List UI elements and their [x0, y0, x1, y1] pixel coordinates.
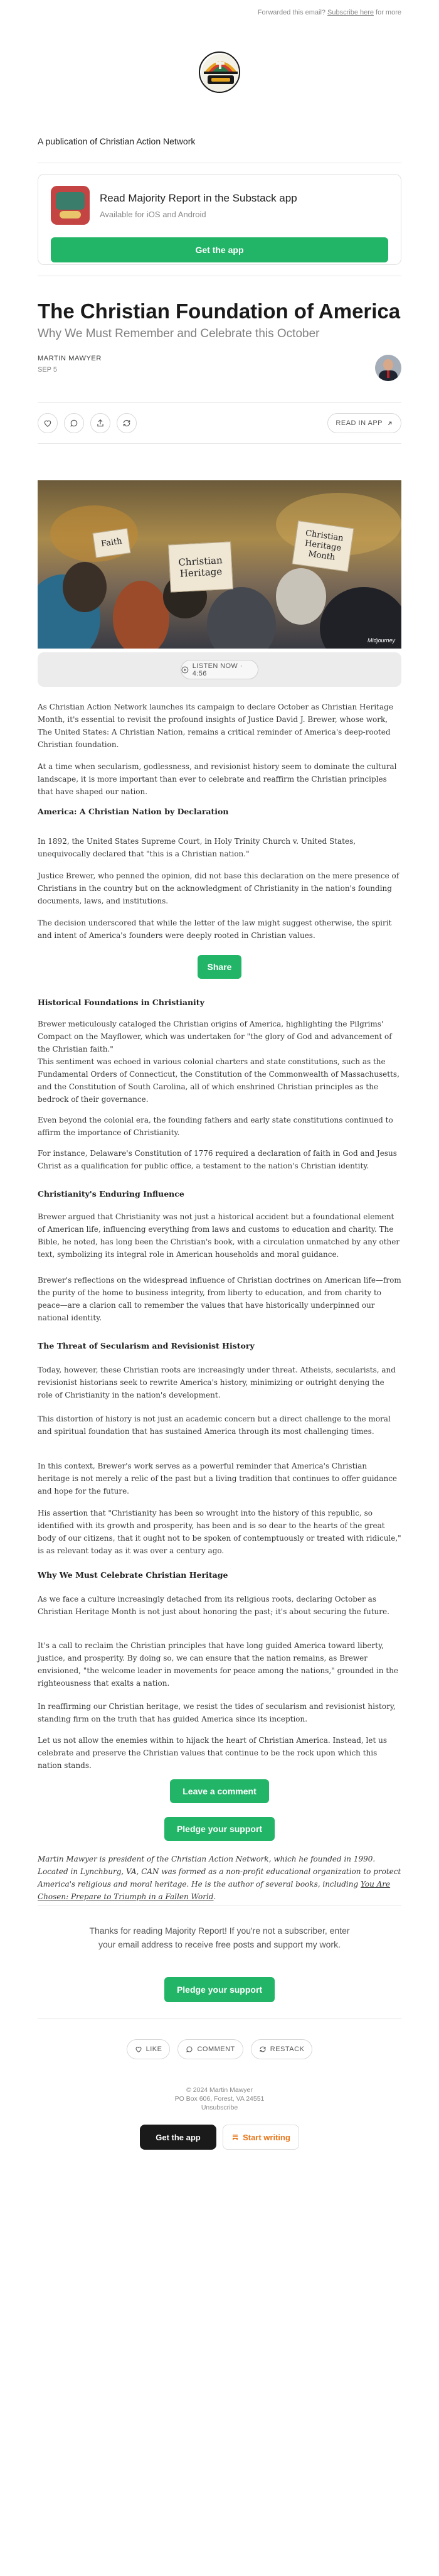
listen-now-button[interactable] [181, 660, 258, 679]
comment-button[interactable] [64, 413, 84, 433]
paragraph: His assertion that "Christianity has been so wrought into the history of this republic, so identified with its growth and prosperity, has been and is so dear to the hearts of the great body of our citizens, that it ought not to be spoken of contemptuously or treated with ridicule," is as relevant today as it was over a century ago. [38, 1509, 401, 1555]
comment-icon [186, 2045, 193, 2053]
pledge-support-button-2[interactable]: Pledge your support [164, 1977, 275, 2002]
like-button[interactable] [38, 413, 58, 433]
byline [38, 355, 401, 389]
like-label: LIKE [145, 2045, 162, 2053]
section-heading: Christianity's Enduring Influence [38, 1189, 184, 1199]
publication-line: A publication of Christian Action Network [38, 119, 401, 163]
app-promo-card [38, 174, 401, 265]
paragraph: At a time when secularism, godlessness, and revisionist history seem to dominate the cultural landscape, it is more important than ever to celebrate and reaffirm the Christian principles that have shaped our nation. [38, 762, 397, 796]
unsubscribe-link[interactable]: Unsubscribe [201, 2104, 238, 2111]
section-heading: Historical Foundations in Christianity [38, 998, 204, 1007]
paragraph: This sentiment was echoed in various colonial charters and state constitutions, such as the Fundamental Orders of Connecticut, the Constitution of the Commonwealth of Massachusetts, and the Constitution of South Carolina, all of which enshrined Christian principles as the bedrock of their governance. [38, 1057, 399, 1104]
app-icon [51, 186, 90, 225]
share-button[interactable]: Share [198, 955, 241, 979]
footer-comment-button[interactable] [177, 2039, 243, 2059]
author-name[interactable]: MARTIN MAWYER [38, 355, 102, 362]
author-bio [38, 1853, 401, 1903]
paragraph: Even beyond the colonial era, the founding fathers and early state constitutions continued to affirm the importance of Christianity. [38, 1116, 393, 1137]
app-promo-subtitle: Available for iOS and Android [100, 209, 206, 219]
post-title[interactable]: The Christian Foundation of America [38, 299, 401, 323]
paragraph: As Christian Action Network launches its campaign to declare October as Christian Heritage Month, it's essential to revisit the profound insights of Justice David J. Brewer, whose work, The United States: A Christian Nation, remains a critical reminder of America's deep-rooted Christian foundation. [38, 703, 393, 749]
comment-label: COMMENT [197, 2045, 235, 2053]
section-heading: The Threat of Secularism and Revisionist History [38, 1341, 255, 1350]
footer-address [38, 2086, 401, 2112]
paragraph: In 1892, the United States Supreme Court, in Holy Trinity Church v. United States, unequivocally declared that "this is a Christian nation." [38, 837, 356, 858]
start-writing-label: Start writing [243, 2132, 290, 2142]
read-in-app-label: READ IN APP [336, 419, 383, 427]
substack-icon [231, 2133, 239, 2141]
preheader-suffix: for more [376, 9, 401, 16]
audio-player [38, 652, 401, 687]
footer-restack-button[interactable] [251, 2039, 313, 2059]
paragraph: It's a call to reclaim the Christian principles that have long guided America toward liberty, justice, and prosperity. By doing so, we can ensure that the nation remains, as Brewer envisioned, "the welcome leader in movements for peace among the nations," grounded in the righteousness that exalts a nation. [38, 1641, 398, 1688]
protest-sign: Faith [92, 528, 130, 558]
book-link[interactable]: You Are Chosen: Prepare to Triumph in a Fallen World [38, 1880, 391, 1901]
paragraph: Brewer argued that Christianity was not just a historical accident but a foundational element of American life, influencing everything from laws and customs to education and charity. The Bible, he noted, has long been the Christian's book, with a circulation unmatched by any other text, symbolizing its integral role in American households and moral guidance. [38, 1212, 400, 1259]
paragraph: In this context, Brewer's work serves as a powerful reminder that America's Christian heritage is not merely a relic of the past but a living tradition that continues to offer guidance and hope for the future. [38, 1462, 398, 1495]
external-arrow-icon [386, 420, 393, 427]
pledge-support-button[interactable]: Pledge your support [164, 1817, 275, 1841]
hero-image[interactable] [38, 480, 401, 649]
closing-text: Thanks for reading Majority Report! If you're not a subscriber, enter your email address to receive free posts and support my work. [89, 1926, 350, 1949]
bio-text: Martin Mawyer is president of the Christian Action Network, which he founded in 1990. Located in Lynchburg, VA, CAN was formed as a non-profit educational organization to protect America's religious and moral heritage. He is the author of several books, including [38, 1855, 401, 1889]
paragraph: Let us not allow the enemies within to hijack the heart of Christian America. Instead, let us celebrate and preserve the Christian values that continue to be the rock upon which this nation stands. [38, 1736, 387, 1770]
paragraph: Today, however, these Christian roots are increasingly under threat. Atheists, secularists, and revisionist historians seek to rewrite America's history, minimizing or outright denying the role of Christianity in the nation's development. [38, 1366, 396, 1399]
paragraph: Brewer's reflections on the widespread influence of Christian doctrines on American life—from the purity of the home to business integrity, from liberty to education, and from charity to peace—are a clarion call to remember the values that have historically underpinned our national identity. [38, 1276, 401, 1322]
leave-comment-button[interactable]: Leave a comment [170, 1779, 269, 1803]
paragraph: This distortion of history is not just an academic concern but a direct challenge to the moral and spiritual foundation that has sustained America through its most challenging times. [38, 1415, 391, 1436]
paragraph: As we face a culture increasingly detached from its religious roots, declaring October as Christian Heritage Month is not just about honoring the past; it's about securing the future. [38, 1595, 389, 1616]
logo-row [38, 25, 401, 119]
protest-sign: Christian Heritage [168, 541, 233, 592]
restack-icon [259, 2045, 267, 2053]
restack-icon [122, 419, 131, 428]
restack-label: RESTACK [270, 2045, 305, 2053]
listen-now-label: LISTEN NOW · 4:56 [192, 662, 243, 677]
paragraph: In reaffirming our Christian heritage, we resist the tides of secularism and revisionist history, standing firm on the truth that has guided America since its inception. [38, 1702, 396, 1723]
footer-buttons [38, 2125, 401, 2150]
post-date: SEP 5 [38, 366, 57, 374]
post-body [38, 687, 401, 2291]
play-icon [181, 666, 189, 674]
app-promo-title: Read Majority Report in the Substack app [100, 191, 297, 204]
subscribe-link[interactable]: Subscribe here [327, 9, 374, 16]
bio-end: . [213, 1892, 216, 1901]
share-icon-button[interactable] [90, 413, 110, 433]
paragraph: For instance, Delaware's Constitution of 1776 required a declaration of faith in God and Jesus Christ as a qualification for public office, a testament to the nation's Christian identity. [38, 1149, 397, 1170]
footer-actions [38, 2039, 401, 2059]
get-the-app-button[interactable]: Get the app [51, 237, 388, 262]
author-avatar[interactable] [375, 355, 401, 381]
post-subtitle: Why We Must Remember and Celebrate this October [38, 327, 320, 340]
section-heading: Why We Must Celebrate Christian Heritage [38, 1570, 228, 1580]
share-icon [96, 419, 105, 428]
preheader-text: Forwarded this email? [257, 9, 326, 16]
image-credit: Midjourney [367, 637, 395, 644]
heart-icon [135, 2045, 142, 2053]
paragraph: The decision underscored that while the letter of the law might suggest otherwise, the spirit and intent of America's founders were deeply rooted in Christian values. [38, 919, 392, 940]
heart-icon [43, 419, 52, 428]
protest-sign: Christian Heritage Month [292, 520, 354, 572]
address: PO Box 606, Forest, VA 24551 [174, 2095, 265, 2103]
paragraph: Justice Brewer, who penned the opinion, did not base this declaration on the mere presence of Christians in the country but on the acknowledgment of Christianity in the nation's founding documents, laws, and institutions. [38, 871, 399, 905]
post-actions [38, 402, 401, 444]
publication-logo[interactable] [199, 51, 240, 93]
restack-button[interactable] [117, 413, 137, 433]
section-heading: America: A Christian Nation by Declaration [38, 807, 229, 816]
footer-get-app-button[interactable]: Get the app [140, 2125, 216, 2150]
copyright: © 2024 Martin Mawyer [186, 2086, 253, 2094]
comment-icon [70, 419, 78, 428]
footer-like-button[interactable] [127, 2039, 171, 2059]
paragraph: Brewer meticulously cataloged the Christian origins of America, highlighting the Pilgrims' Compact on the Mayflower, which was undertaken for "the glory of God and advancement of the Christian faith." [38, 1020, 392, 1054]
start-writing-button[interactable] [223, 2125, 299, 2150]
read-in-app-button[interactable] [327, 413, 401, 433]
preheader [38, 0, 401, 25]
